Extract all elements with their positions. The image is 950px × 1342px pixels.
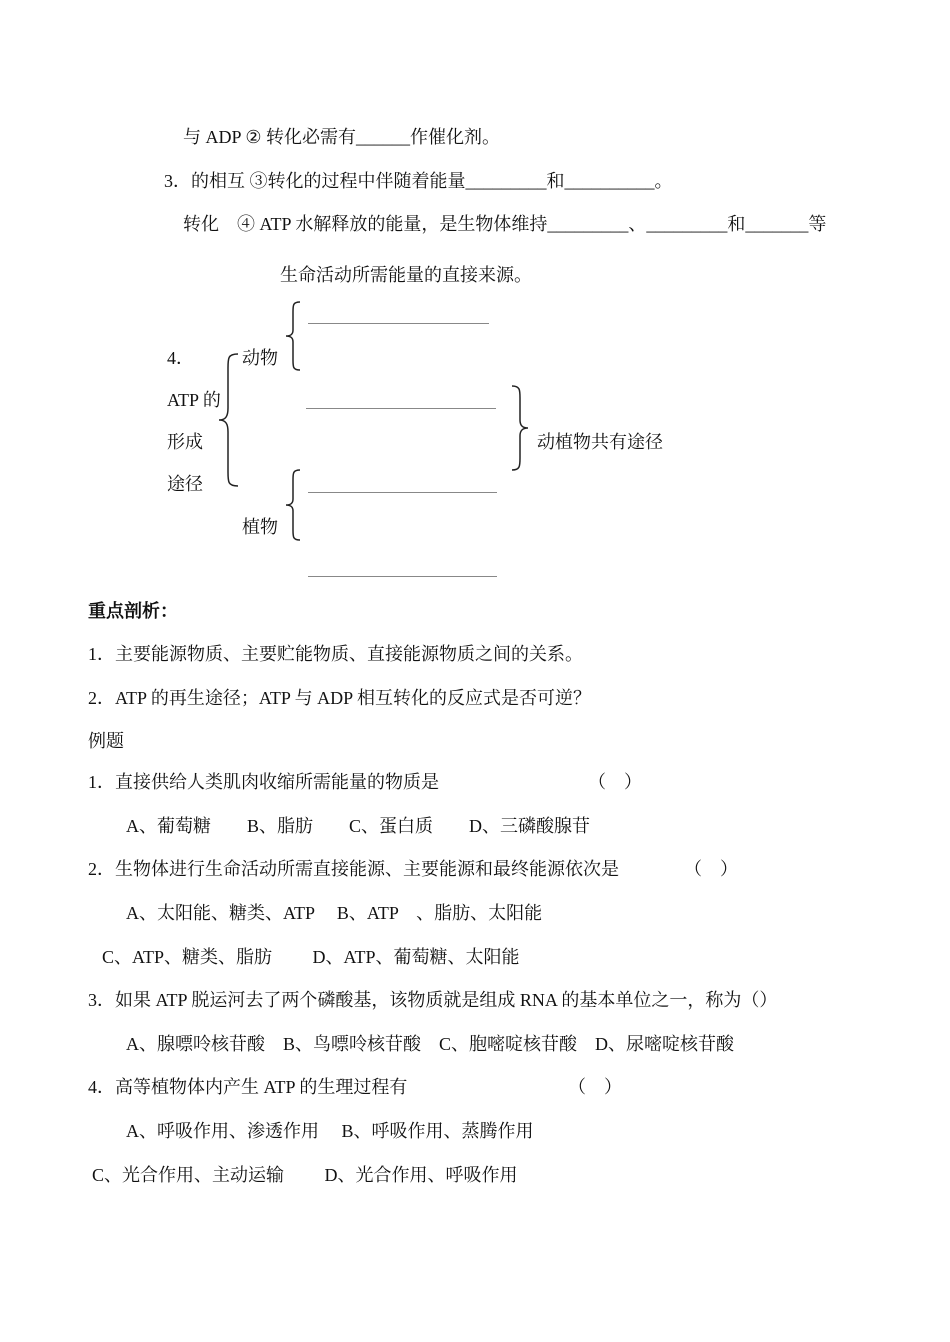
- animal-blank-line: [308, 323, 489, 324]
- analysis-item-1: 1．主要能源物质、主要贮能物质、直接能源物质之间的关系。: [88, 644, 583, 664]
- analysis-item-2: 2．ATP 的再生途径；ATP 与 ADP 相互转化的反应式是否可逆？: [88, 688, 592, 708]
- brace-main: [216, 352, 240, 488]
- q1-stem: 1．直接供给人类肌肉收缩所需能量的物质是: [88, 772, 439, 792]
- q1-options: A、葡萄糖 B、脂肪 C、蛋白质 D、三磷酸腺苷: [126, 816, 591, 836]
- q2-stem: 2．生物体进行生命活动所需直接能源、主要能源和最终能源依次是: [88, 859, 619, 879]
- q1-answer-paren: （ ）: [588, 772, 642, 792]
- sec4-number: 4．: [167, 348, 194, 368]
- q4-options-line2: C、光合作用、主动运输 D、光合作用、呼吸作用: [92, 1165, 518, 1185]
- q3-options: A、腺嘌呤核苷酸 B、鸟嘌呤核苷酸 C、胞嘧啶核苷酸 D、尿嘧啶核苷酸: [126, 1034, 735, 1054]
- sec3-line4: 生命活动所需能量的直接来源。: [280, 265, 532, 285]
- sec4-label-line2: 形成: [167, 432, 203, 452]
- sec3-line3: 转化 ④ ATP 水解释放的能量，是生物体维持_________、_________和_______等: [183, 214, 827, 234]
- plant-blank-line-2: [308, 576, 497, 577]
- sec4-label-line3: 途径: [167, 474, 203, 494]
- q4-stem: 4．高等植物体内产生 ATP 的生理过程有: [88, 1077, 408, 1097]
- brace-animal: [284, 300, 302, 372]
- q4-options-line1: A、呼吸作用、渗透作用 B、呼吸作用、蒸腾作用: [126, 1121, 534, 1141]
- q3-stem: 3．如果 ATP 脱运河去了两个磷酸基，该物质就是组成 RNA 的基本单位之一，称为（）: [88, 990, 778, 1010]
- brace-right: [510, 384, 530, 472]
- plant-label: 植物: [242, 517, 278, 537]
- sec4-label-line1: ATP 的: [167, 390, 221, 410]
- sec3-line1: 与 ADP ② 转化必需有______作催化剂。: [183, 127, 500, 147]
- brace-plant: [284, 468, 302, 542]
- shared-pathway-label: 动植物共有途径: [537, 432, 663, 452]
- q2-options-line2: C、ATP、糖类、脂肪 D、ATP、葡萄糖、太阳能: [102, 947, 520, 967]
- sec3-line2: 3．的相互 ③转化的过程中伴随着能量_________和__________。: [164, 171, 673, 191]
- shared-blank-line: [306, 408, 496, 409]
- animal-label: 动物: [242, 348, 278, 368]
- plant-blank-line-1: [308, 492, 497, 493]
- q4-answer-paren: （ ）: [568, 1077, 622, 1097]
- analysis-heading: 重点剖析：: [88, 601, 178, 621]
- examples-heading: 例题: [88, 731, 124, 751]
- q2-options-line1: A、太阳能、糖类、ATP B、ATP 、脂肪、太阳能: [126, 903, 543, 923]
- q2-answer-paren: （ ）: [684, 859, 738, 879]
